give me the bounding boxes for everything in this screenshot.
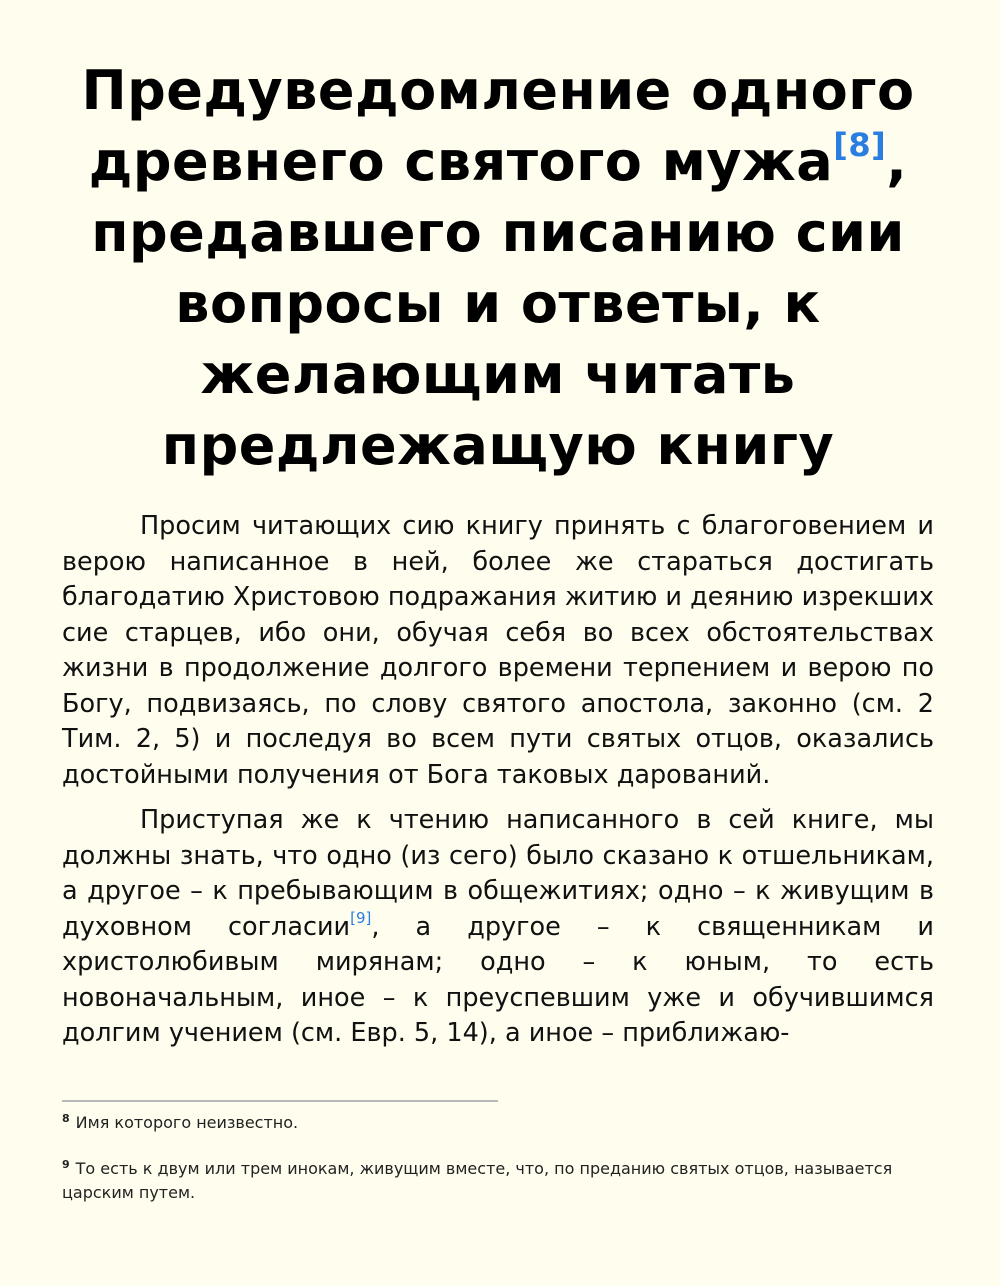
title-line-2: древнего святого мужа	[88, 130, 834, 193]
footnote-divider	[62, 1100, 498, 1102]
paragraph-2	[62, 803, 934, 1052]
paragraph-1: Просим читающих сию книгу принять с благоговением и верою написанное в ней, более же стараться достигать благодатию Христовою подражания житию и деянию изрекших сие старцев, ибо они, обучая себя во всех обстоятельствах жизни в продолжение долгого времени терпением и верою по Богу, подвизаясь, по слову святого апостола, законно (см. 2 Тим. 2, 5) и последуя во всем пути святых отцов, оказались достойными получения от Бога таковых дарований.	[62, 511, 934, 790]
footnote-number: 8	[62, 1112, 70, 1125]
footnote-text: Имя которого неизвестно.	[75, 1113, 299, 1132]
footnote-text: То есть к двум или трем инокам, живущим вместе, что, по преданию святых отцов, называется царским путем.	[62, 1159, 893, 1202]
page-title	[62, 55, 934, 481]
title-rest: предавшего писанию сии вопросы и ответы, к желающим читать предлежащую книгу	[91, 201, 905, 477]
page-content	[62, 0, 934, 1062]
footnotes	[62, 1111, 934, 1227]
footnote-ref-9[interactable]: [9]	[350, 908, 372, 927]
body-text	[62, 509, 934, 1052]
paragraph-2-part-2: , а другое – к священникам и христолюбивым мирянам; одно – к юным, то есть новоначальным, иное – к преуспевшим уже и обучившимся долгим учением (см. Евр. 5, 14), а иное – приближаю-	[62, 911, 935, 1048]
paragraph-2-part-1: Приступая же к чтению написанного в сей книге, мы должны знать, что одно (из сего) было сказано к отшельникам, а другое – к пребывающим в общежитиях; одно – к живущим в духовном согласии	[62, 805, 934, 942]
footnote-9	[62, 1157, 934, 1205]
footnote-number: 9	[62, 1158, 70, 1171]
title-comma: ,	[886, 130, 908, 193]
title-line-1: Предуведомление одного	[81, 59, 915, 122]
footnote-8	[62, 1111, 934, 1135]
footnote-ref-8[interactable]: [8]	[833, 126, 887, 164]
